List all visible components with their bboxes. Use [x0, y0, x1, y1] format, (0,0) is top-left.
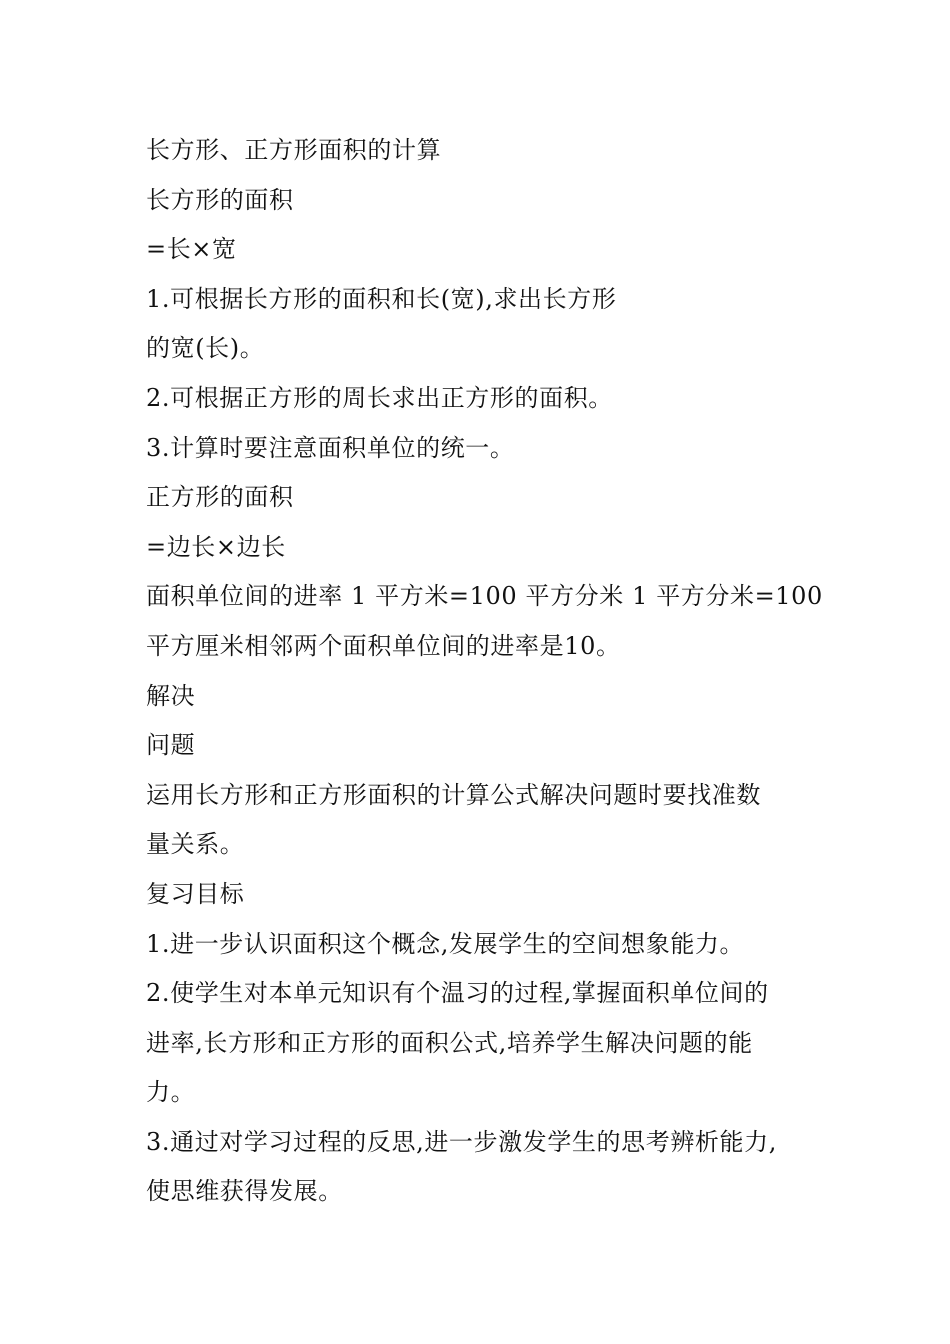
text-line: 力。 — [146, 1078, 196, 1107]
text-line: 进率,长方形和正方形的面积公式,培养学生解决问题的能 — [146, 1028, 753, 1057]
text-line: 1.可根据长方形的面积和长(宽),求出长方形 — [146, 284, 617, 313]
text-line: 使思维获得发展。 — [146, 1177, 343, 1206]
text-line: 面积单位间的进率 1 平方米=100 平方分米 1 平方分米=100 — [146, 582, 823, 611]
rectangle-area-heading: 长方形的面积 — [146, 185, 294, 214]
text-line: 的宽(长)。 — [146, 334, 265, 363]
text-line: 量关系。 — [146, 830, 245, 859]
document-title: 长方形、正方形面积的计算 — [146, 136, 442, 164]
text-line: 3.计算时要注意面积单位的统一。 — [146, 433, 515, 462]
text-line: 平方厘米相邻两个面积单位间的进率是10。 — [146, 631, 621, 660]
text-line: 2.使学生对本单元知识有个温习的过程,掌握面积单位间的 — [146, 979, 769, 1008]
rectangle-area-formula: =长×宽 — [146, 235, 237, 264]
square-area-formula: =边长×边长 — [146, 532, 286, 561]
text-line: 1.进一步认识面积这个概念,发展学生的空间想象能力。 — [146, 929, 745, 958]
text-line: 2.可根据正方形的周长求出正方形的面积。 — [146, 383, 613, 412]
text-line: 运用长方形和正方形面积的计算公式解决问题时要找准数 — [146, 780, 761, 809]
problem-solving-heading: 解决 — [146, 681, 196, 710]
square-area-heading: 正方形的面积 — [146, 483, 294, 512]
document-body — [146, 126, 823, 1217]
problem-solving-heading: 问题 — [146, 731, 196, 760]
review-goals-heading: 复习目标 — [146, 879, 245, 908]
text-line: 3.通过对学习过程的反思,进一步激发学生的思考辨析能力, — [146, 1127, 777, 1156]
